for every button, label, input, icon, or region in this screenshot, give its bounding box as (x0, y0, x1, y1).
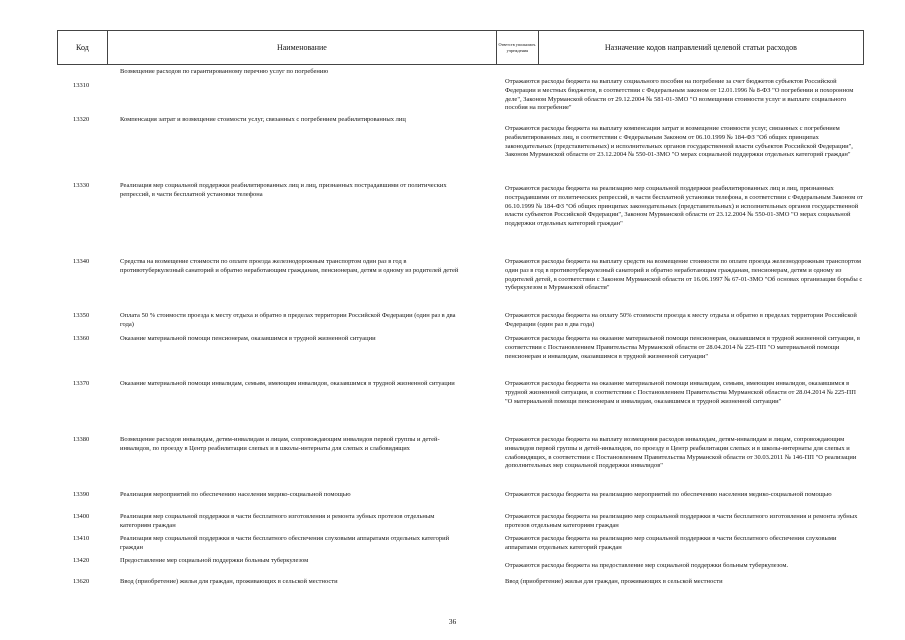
row-name: Реализация мер социальной поддержки в части бесплатного изготовления и ремонта зубных протезов отдельным категориям граждан (120, 513, 435, 529)
header-description: Назначение кодов направлений целевой статьи расходов (604, 43, 797, 52)
row-name: Предоставление мер социальной поддержки больным туберкулезом (120, 557, 309, 564)
row-description: Отражаются расходы бюджета на оказание материальной помощи инвалидам, семьям, имеющим инвалидов, оказавшимся в трудной жизненной ситуации, в соответствии с Постановлением Правительства Мурманской области от 28.04.2014 № 225-ПП "О материальной помощи пенсионерам и инвалидам, оказавшимся в трудной жизненной ситуации" (505, 380, 856, 405)
row-name: Компенсация затрат и возмещение стоимости услуг, связанных с погребением реабилитированных лиц (120, 116, 406, 123)
row-code: 13330 (73, 182, 90, 189)
row-description: Отражаются расходы бюджета на реализацию мер социальной поддержки в части бесплатного обеспечения слуховыми аппаратами отдельных категорий граждан (505, 535, 837, 551)
row-description: Отражаются расходы бюджета на реализацию мер социальной поддержки в части бесплатного изготовления и ремонта зубных протезов отдельным категориям граждан (505, 513, 858, 529)
row-description: Отражаются расходы бюджета на выплату социального пособия на погребение за счет бюджетов субъектов Российской Федерации и местных бюджетов, в соответствии с Федеральным законом от 12.01.1996 № 8-ФЗ "О погребении и похоронном деле", Законом Мурманской области от 29.12.2004 № 581-01-ЗМО "О возмещении стоимости услуг и выплате социального пособия на погребение" (505, 78, 854, 112)
row-description: Отражаются расходы бюджета на оказание материальной помощи пенсионерам, оказавшимся в трудной жизненной ситуации, в соответствии с Постановлением Правительства Мурманской области от 28.04.2014 № 225-ПП "О материальной помощи пенсионерам и инвалидам, оказавшимся в трудной жизненной ситуации" (505, 335, 860, 360)
row-name: Возмещение расходов инвалидам, детям-инвалидам и лицам, сопровождающим инвалидов первой группы и детей-инвалидов, по проезду в Центр реабилитации слепых и в школы-интернаты для слепых и слабовидящих (120, 436, 440, 452)
row-name: Реализация мероприятий по обеспечению населения медико-социальной помощью (120, 491, 351, 498)
row-name: Реализация мер социальной поддержки в части бесплатного обеспечения слуховыми аппаратами отдельных категорий граждан (120, 535, 450, 551)
row-description: Отражаются расходы бюджета на выплату средств на возмещение стоимости по оплате проезда железнодорожным транспортом один раз в год в противотуберкулезный санаторий и обратно неработающим гражданам, пенсионерам, детям и одному из родителей детей, в соответствии с Законом Мурманской области от 16.06.1997 № 67-01-ЗМО "Об основах организации борьбы с туберкулезом в Мурманской области" (505, 258, 863, 292)
row-name: Оказание материальной помощи пенсионерам, оказавшимся в трудной жизненной ситуации (120, 335, 376, 342)
row-code: 13320 (73, 116, 90, 123)
row-description: Отражаются расходы бюджета на предоставление мер социальной поддержки больным туберкулезом. (505, 562, 789, 569)
row-name: Средства на возмещение стоимости по оплате проезда железнодорожным транспортом один раз в год в противотуберкулезный санаторий и обратно неработающим гражданам, пенсионерам, детям и одному из родителей детей (120, 258, 459, 274)
row-name: Возмещение расходов по гарантированному перечню услуг по погребению (120, 68, 329, 75)
row-code: 13420 (73, 557, 90, 564)
row-description: Отражаются расходы бюджета на выплату возмещения расходов инвалидам, детям-инвалидам и лицам, сопровождающим инвалидов первой группы и детей-инвалидов, по проезду в Центр реабилитации слепых и в школы-интернаты для слепых и слабовидящих, в соответствии с Постановлением Правительства Мурманской области от 30.03.2011 № 146-ПП "О реализации дополнительных мер социальной поддержки инвалидов" (505, 436, 857, 470)
header-code: Код (58, 31, 108, 64)
header-responsible: Ответств уполномоч. учреждения (497, 31, 539, 64)
row-code: 13360 (73, 335, 90, 342)
page-number: 36 (448, 617, 457, 626)
row-code: 13340 (73, 258, 90, 265)
row-code: 13390 (73, 491, 90, 498)
row-code: 13370 (73, 380, 90, 387)
row-code: 13400 (73, 513, 90, 520)
header-name: Наименование (108, 31, 497, 64)
row-name: Оплата 50 % стоимости проезда к месту отдыха и обратно в пределах территории Российской Федерации (один раз в два года) (120, 312, 456, 328)
row-code: 13410 (73, 535, 90, 542)
row-name: Реализация мер социальной поддержки реабилитированных лиц и лиц, признанных пострадавшими от политических репрессий, в части бесплатной установки телефона (120, 182, 447, 198)
row-code: 13380 (73, 436, 90, 443)
row-description: Отражаются расходы бюджета на реализацию мероприятий по обеспечению населения медико-социальной помощью (505, 491, 832, 498)
row-code: 13350 (73, 312, 90, 319)
row-description: Ввод (приобретение) жилья для граждан, проживающих в сельской местности (505, 578, 723, 585)
table-header (57, 30, 864, 65)
row-description: Отражаются расходы бюджета на выплату компенсации затрат и возмещение стоимости услуг, связанных с погребением реабилитированных лиц, в соответствии с Федеральным Законом от 06.10.1999 № 184-ФЗ "Об общих принципах законодательных (представительных) и исполнительных органов государственной власти субъектов Российской Федерации", Законом Мурманской области от 23.12.2004 № 550-01-ЗМО "О мерах социальной поддержки отдельных категорий граждан" (505, 125, 853, 159)
row-code: 13310 (73, 82, 90, 89)
row-name: Ввод (приобретение) жилья для граждан, проживающих в сельской местности (120, 578, 338, 585)
row-name: Оказание материальной помощи инвалидам, семьям, имеющим инвалидов, оказавшимся в трудной жизненной ситуации (120, 380, 455, 387)
row-code: 13620 (73, 578, 90, 585)
row-description: Отражаются расходы бюджета на оплату 50% стоимости проезда к месту отдыха и обратно в пределах территории Российской Федерации (один раз в два года) (505, 312, 857, 328)
row-description: Отражаются расходы бюджета на реализацию мер социальной поддержки реабилитированных лиц и лиц, признанных пострадавшими от политических репрессий, в части бесплатной установки телефона, в соответствии с Федеральным Законом от 06.10.1999 № 184-ФЗ "Об общих принципах законодательных (представительных) и исполнительных органов государственной власти субъектов Российской Федерации", Законом Мурманской области от 23.12.2004 № 550-01-ЗМО "О мерах социальной поддержки отдельных категорий граждан" (505, 185, 863, 228)
